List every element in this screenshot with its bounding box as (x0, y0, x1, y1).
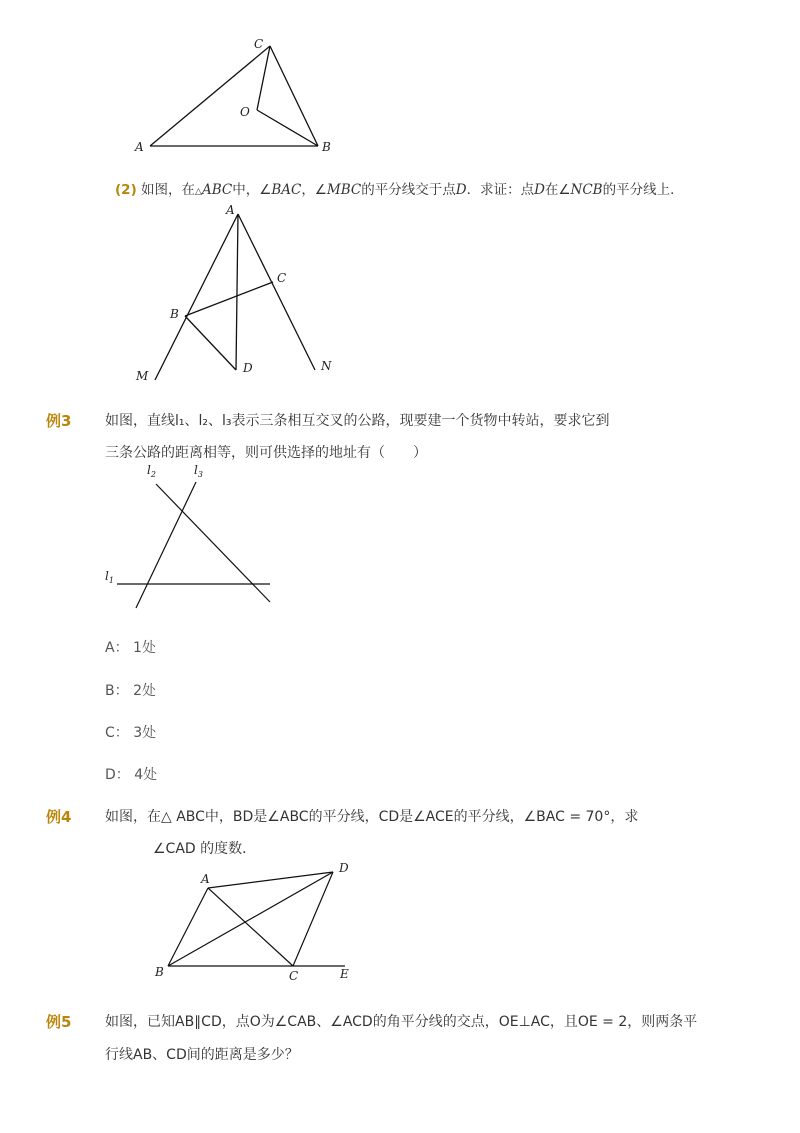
option-key: D： (105, 767, 130, 783)
point-label-d: D (243, 361, 253, 375)
q2-math: BAC (271, 182, 302, 198)
point-label-a: A (226, 203, 235, 217)
q2-math: MBC (326, 182, 362, 198)
point-label-a: A (201, 872, 210, 886)
option-value: 4处 (134, 767, 158, 783)
figure-three-lines (100, 460, 290, 610)
point-label-c: C (289, 969, 299, 983)
point-label-c: C (254, 37, 264, 51)
q2-text: 的平分线交于点 (361, 182, 456, 198)
point-label-o: O (240, 105, 250, 119)
example-3-label: 例3 (46, 412, 72, 430)
example-5-line-1: 如图，已知AB∥CD，点O为∠CAB、∠ACD的角平分线的交点，OE⊥AC，且OE = 2，则两条平 (105, 1014, 698, 1030)
option-value: 2处 (133, 683, 156, 699)
option-key: A： (105, 640, 129, 656)
option-value: 1处 (133, 640, 156, 656)
q2-math: D (455, 182, 467, 198)
point-label-b: B (155, 965, 164, 979)
figure-triangle-bisectors-2 (145, 856, 365, 986)
example-5-line-2: 行线AB、CD间的距离是多少？ (105, 1047, 299, 1063)
figure-triangle-abc-o (130, 30, 340, 160)
point-label-n: N (321, 359, 332, 373)
example-4-line-1: 如图，在△ ABC中，BD是∠ABC的平分线，CD是∠ACE的平分线，∠BAC = 70°，求 (105, 809, 639, 825)
example-3-line-2: 三条公路的距离相等，则可供选择的地址有（ ） (105, 445, 427, 461)
line-label-l1: $l_1$ (105, 569, 114, 585)
point-label-d: D (339, 861, 349, 875)
line-label-l2: $l_2$ (147, 463, 156, 479)
line-label-l3: $l_3$ (194, 463, 203, 479)
q2-text: ，∠ (301, 182, 327, 198)
q2-math: ABC (201, 182, 233, 198)
q2-text: ．求证：点 (466, 182, 535, 198)
example-5-label: 例5 (46, 1013, 72, 1031)
q2-text: 的平分线上． (602, 182, 684, 198)
question-2-label: (2) (115, 182, 137, 198)
point-label-b: B (322, 140, 331, 154)
option-c[interactable] (105, 722, 156, 742)
option-value: 3处 (133, 725, 157, 741)
example-3-line-1: 如图，直线l₁、l₂、l₃表示三条相互交叉的公路，现要建一个货物中转站，要求它到 (105, 413, 610, 429)
q2-text: 如图，在 (141, 182, 196, 198)
q2-math: NCB (570, 182, 603, 198)
option-key: C： (105, 725, 129, 741)
q2-math: D (534, 182, 545, 198)
q2-text: 在∠ (544, 182, 571, 198)
point-label-c: C (277, 271, 287, 285)
example-4-line-2: ∠CAD 的度数． (153, 841, 257, 857)
figure-angle-bisectors (125, 198, 345, 388)
point-label-b: B (170, 307, 179, 321)
point-label-m: M (136, 369, 149, 383)
point-label-a: A (135, 140, 144, 154)
option-key: B： (105, 683, 129, 699)
option-d[interactable] (105, 764, 157, 784)
option-b[interactable] (105, 680, 156, 700)
option-a[interactable] (105, 637, 156, 657)
point-label-e: E (340, 967, 349, 981)
q2-text: 中，∠ (232, 182, 272, 198)
question-2: (2) 如图，在△ABC中，∠BAC，∠MBC的平分线交于点D．求证：点D在∠NCB的平分线上． (115, 182, 684, 198)
example-4-label: 例4 (46, 808, 72, 826)
